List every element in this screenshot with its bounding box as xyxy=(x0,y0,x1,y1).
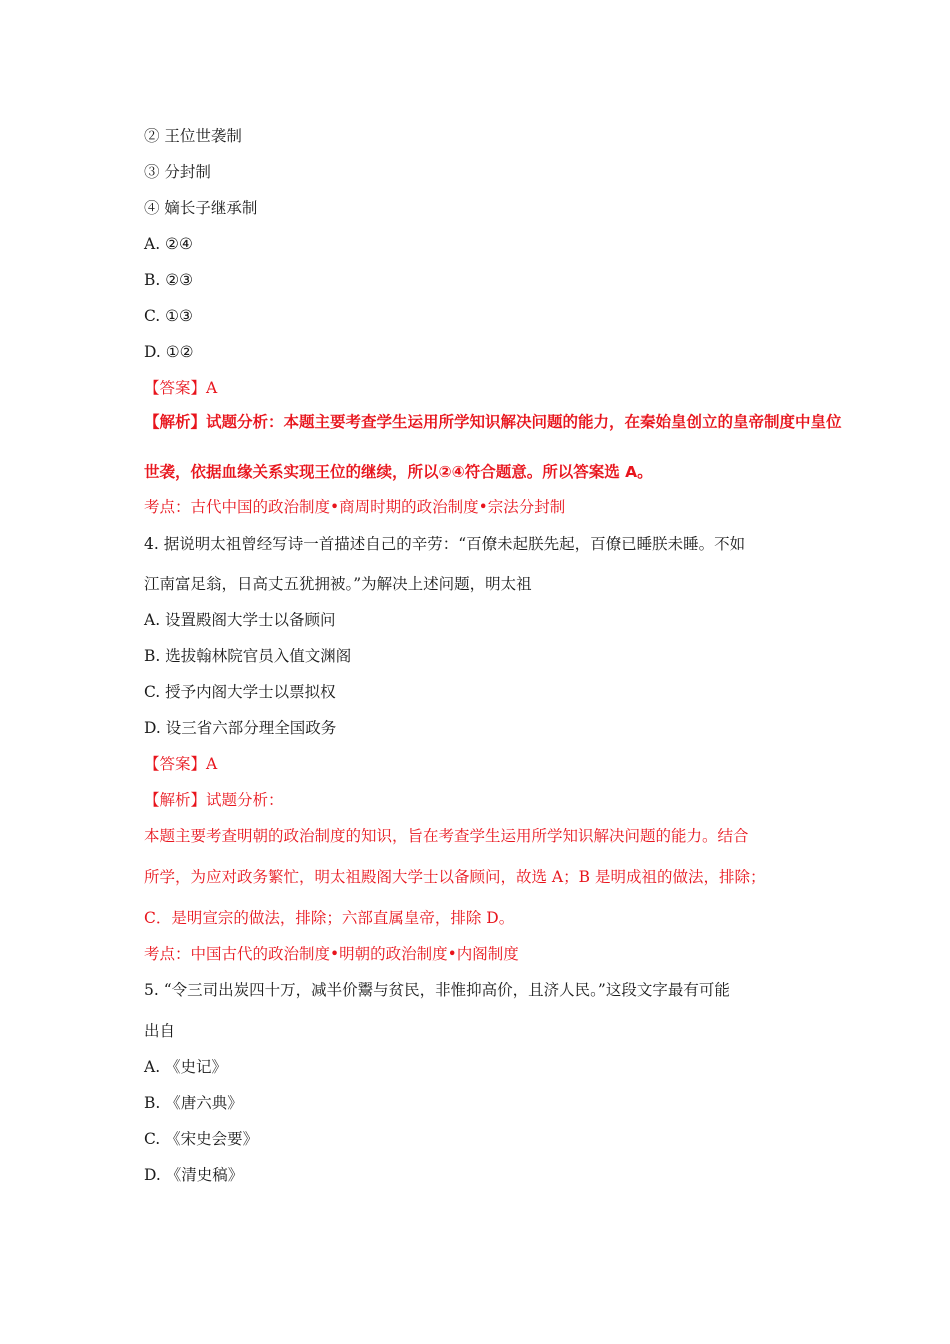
option-c: C. ①③ xyxy=(144,307,193,325)
kaodian: 考点：古代中国的政治制度•商周时期的政治制度•宗法分封制 xyxy=(144,498,566,516)
list-item: ② 王位世袭制 xyxy=(144,127,242,145)
analysis-line: C．是明宣宗的做法，排除；六部直属皇帝，排除 D。 xyxy=(144,909,515,927)
question-stem: 5. “令三司出炭四十万，减半价鬻与贫民，非惟抑高价，且济人民。”这段文字最有可能 xyxy=(144,981,730,999)
analysis-line: 【解析】试题分析：本题主要考查学生运用所学知识解决问题的能力，在秦始皇创立的皇帝制度中皇位 xyxy=(144,413,842,431)
question-stem: 江南富足翁，日高丈五犹拥被。”为解决上述问题，明太祖 xyxy=(144,575,532,593)
analysis-head: 【解析】试题分析： xyxy=(144,791,284,809)
option-d: D. 设三省六部分理全国政务 xyxy=(144,719,337,737)
option-c: C. 授予内阁大学士以票拟权 xyxy=(144,683,336,701)
option-b: B. 《唐六典》 xyxy=(144,1094,243,1112)
list-item: ④ 嫡长子继承制 xyxy=(144,199,258,217)
option-d: D. ①② xyxy=(144,343,194,361)
option-b: B. 选拔翰林院官员入值文渊阁 xyxy=(144,647,352,665)
option-a: A. 设置殿阁大学士以备顾问 xyxy=(144,611,336,629)
question-stem: 出自 xyxy=(144,1022,176,1040)
question-stem: 4. 据说明太祖曾经写诗一首描述自己的辛劳：“百僚未起朕先起，百僚已睡朕未睡。不如 xyxy=(144,535,746,553)
answer: 【答案】A xyxy=(144,755,218,773)
option-a: A. 《史记》 xyxy=(144,1058,228,1076)
analysis-line: 本题主要考查明朝的政治制度的知识，旨在考查学生运用所学知识解决问题的能力。结合 xyxy=(144,827,749,845)
option-c: C. 《宋史会要》 xyxy=(144,1130,259,1148)
analysis-line: 世袭，依据血缘关系实现王位的继续，所以②④符合题意。所以答案选 A。 xyxy=(144,463,653,481)
analysis-line: 所学，为应对政务繁忙，明太祖殿阁大学士以备顾问，故选 A；B 是明成祖的做法，排除； xyxy=(144,868,766,886)
list-item: ③ 分封制 xyxy=(144,163,211,181)
option-a: A. ②④ xyxy=(144,235,193,253)
option-b: B. ②③ xyxy=(144,271,194,289)
answer: 【答案】A xyxy=(144,379,218,397)
kaodian: 考点：中国古代的政治制度•明朝的政治制度•内阁制度 xyxy=(144,945,519,963)
option-d: D. 《清史稿》 xyxy=(144,1166,244,1184)
